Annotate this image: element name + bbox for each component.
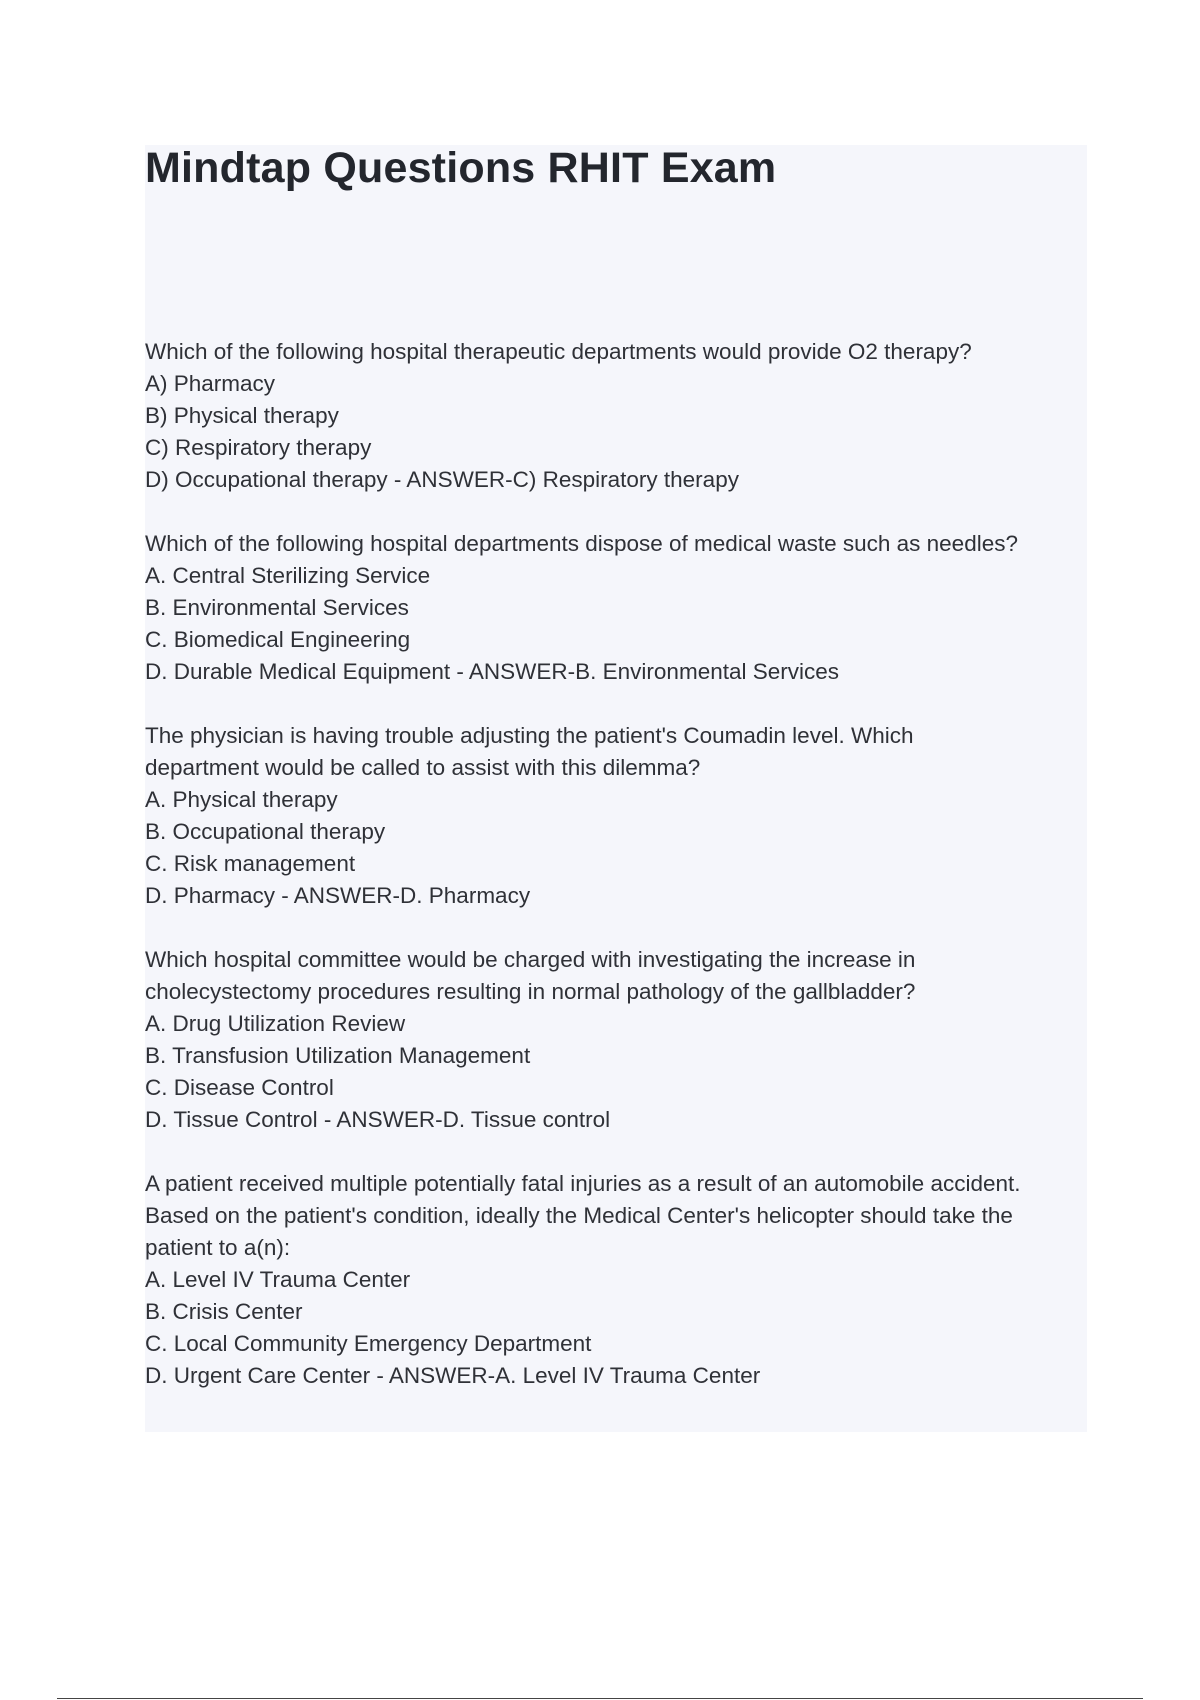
question-5 bbox=[145, 1168, 1090, 1392]
question-2-option-c: C. Biomedical Engineering bbox=[145, 627, 411, 652]
footer-divider bbox=[57, 1698, 1143, 1699]
question-2-option-d-answer: D. Durable Medical Equipment - ANSWER-B. Environmental Services bbox=[145, 659, 840, 684]
question-2-option-a: A. Central Sterilizing Service bbox=[145, 563, 431, 588]
question-1-option-b: B) Physical therapy bbox=[145, 403, 339, 428]
question-5-text-line-2: Based on the patient's condition, ideally the Medical Center's helicopter should take the bbox=[145, 1203, 1013, 1228]
question-5-option-b: B. Crisis Center bbox=[145, 1299, 303, 1324]
question-5-option-c: C. Local Community Emergency Department bbox=[145, 1331, 592, 1356]
question-3-option-d-answer: D. Pharmacy - ANSWER-D. Pharmacy bbox=[145, 883, 531, 908]
question-5-text-line-1: A patient received multiple potentially fatal injuries as a result of an automobile accident. bbox=[145, 1171, 1021, 1196]
question-4-text-line-1: Which hospital committee would be charged with investigating the increase in bbox=[145, 947, 916, 972]
page-title: Mindtap Questions RHIT Exam bbox=[145, 144, 777, 192]
question-3-option-c: C. Risk management bbox=[145, 851, 356, 876]
question-5-text-line-3: patient to a(n): bbox=[145, 1235, 291, 1260]
question-1-text: Which of the following hospital therapeutic departments would provide O2 therapy? bbox=[145, 339, 972, 364]
question-4-text-line-2: cholecystectomy procedures resulting in normal pathology of the gallbladder? bbox=[145, 979, 916, 1004]
question-5-option-d-answer: D. Urgent Care Center - ANSWER-A. Level IV Trauma Center bbox=[145, 1363, 761, 1388]
question-2 bbox=[145, 528, 1090, 688]
question-2-option-b: B. Environmental Services bbox=[145, 595, 409, 620]
question-2-text: Which of the following hospital departments dispose of medical waste such as needles? bbox=[145, 531, 1018, 556]
question-1-option-d-answer: D) Occupational therapy - ANSWER-C) Respiratory therapy bbox=[145, 467, 739, 492]
question-5-option-a: A. Level IV Trauma Center bbox=[145, 1267, 411, 1292]
question-3-text-line-2: department would be called to assist with this dilemma? bbox=[145, 755, 701, 780]
question-1-option-a: A) Pharmacy bbox=[145, 371, 276, 396]
question-3-option-a: A. Physical therapy bbox=[145, 787, 338, 812]
question-4-option-b: B. Transfusion Utilization Management bbox=[145, 1043, 531, 1068]
question-4-option-a: A. Drug Utilization Review bbox=[145, 1011, 406, 1036]
question-4-option-c: C. Disease Control bbox=[145, 1075, 334, 1100]
question-4 bbox=[145, 944, 1090, 1136]
question-1-option-c: C) Respiratory therapy bbox=[145, 435, 372, 460]
question-list bbox=[145, 336, 1090, 1424]
question-3 bbox=[145, 720, 1090, 912]
question-4-option-d-answer: D. Tissue Control - ANSWER-D. Tissue control bbox=[145, 1107, 611, 1132]
question-3-option-b: B. Occupational therapy bbox=[145, 819, 386, 844]
question-1 bbox=[145, 336, 1090, 496]
question-3-text-line-1: The physician is having trouble adjusting the patient's Coumadin level. Which bbox=[145, 723, 914, 748]
